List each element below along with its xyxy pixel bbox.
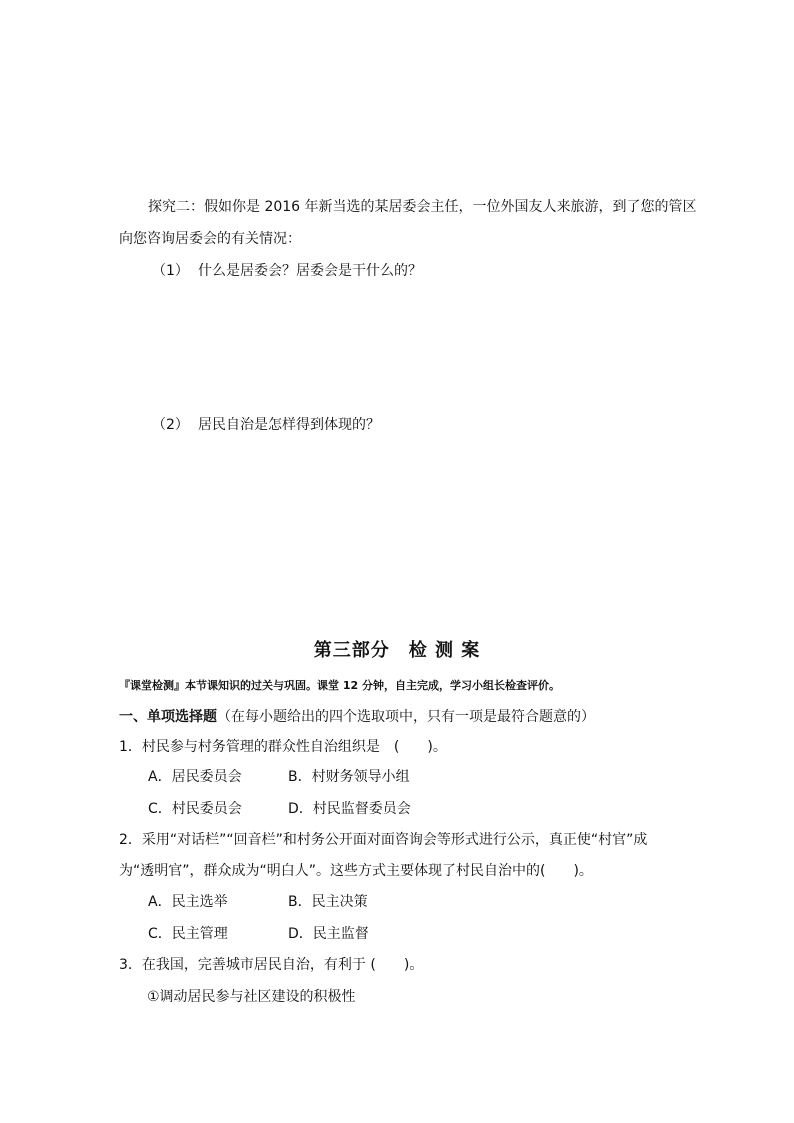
question-2-number: （2） bbox=[152, 417, 189, 433]
class-test-note: 『课堂检测』本节课知识的过关与巩固。课堂 12 分钟，自主完成，学习小组长检查评价。 bbox=[119, 679, 560, 692]
section-heading-row bbox=[119, 707, 595, 727]
mcq-1-stem: 1．村民参与村务管理的群众性自治组织是 ( )。 bbox=[119, 739, 447, 755]
question-2-text: 居民自治是怎样得到体现的？ bbox=[198, 417, 380, 433]
part3-title: 第三部分 检 测 案 bbox=[313, 640, 481, 661]
mcq-2-option-d: D．民主监督 bbox=[288, 926, 369, 942]
section-heading: 一、单项选择题 bbox=[119, 709, 217, 725]
section-instruction: （在每小题给出的四个选取项中，只有一项是最符合题意的） bbox=[217, 709, 595, 725]
mcq-2-option-b: B．民主决策 bbox=[288, 894, 368, 910]
mcq-1-option-d: D．村民监督委员会 bbox=[288, 801, 411, 817]
mcq-3-stem: 3．在我国，完善城市居民自治，有利于 ( )。 bbox=[119, 957, 424, 973]
mcq-1-option-a: A．居民委员会 bbox=[148, 769, 242, 785]
explore2-intro-line2: 向您咨询居委会的有关情况： bbox=[119, 231, 301, 247]
question-1-number: （1） bbox=[152, 263, 189, 279]
question-1-text: 什么是居委会？居委会是干什么的？ bbox=[198, 263, 422, 279]
mcq-1-option-b: B．村财务领导小组 bbox=[288, 769, 410, 785]
mcq-2-option-c: C．民主管理 bbox=[148, 926, 228, 942]
mcq-2-option-a: A．民主选举 bbox=[148, 894, 228, 910]
mcq-2-stem-line2: 为“透明官”，群众成为“明白人”。这些方式主要体现了村民自治中的( )。 bbox=[119, 863, 593, 879]
mcq-3-sub-item-1: ①调动居民参与社区建设的积极性 bbox=[147, 989, 356, 1005]
mcq-1-option-c: C．村民委员会 bbox=[148, 801, 242, 817]
explore2-intro-line1: 探究二：假如你是 2016 年新当选的某居委会主任，一位外国友人来旅游，到了您的管区 bbox=[148, 199, 697, 215]
mcq-2-stem-line1: 2．采用“对话栏”“回音栏”和村务公开面对面咨询会等形式进行公示，真正使“村官”成 bbox=[119, 832, 648, 848]
